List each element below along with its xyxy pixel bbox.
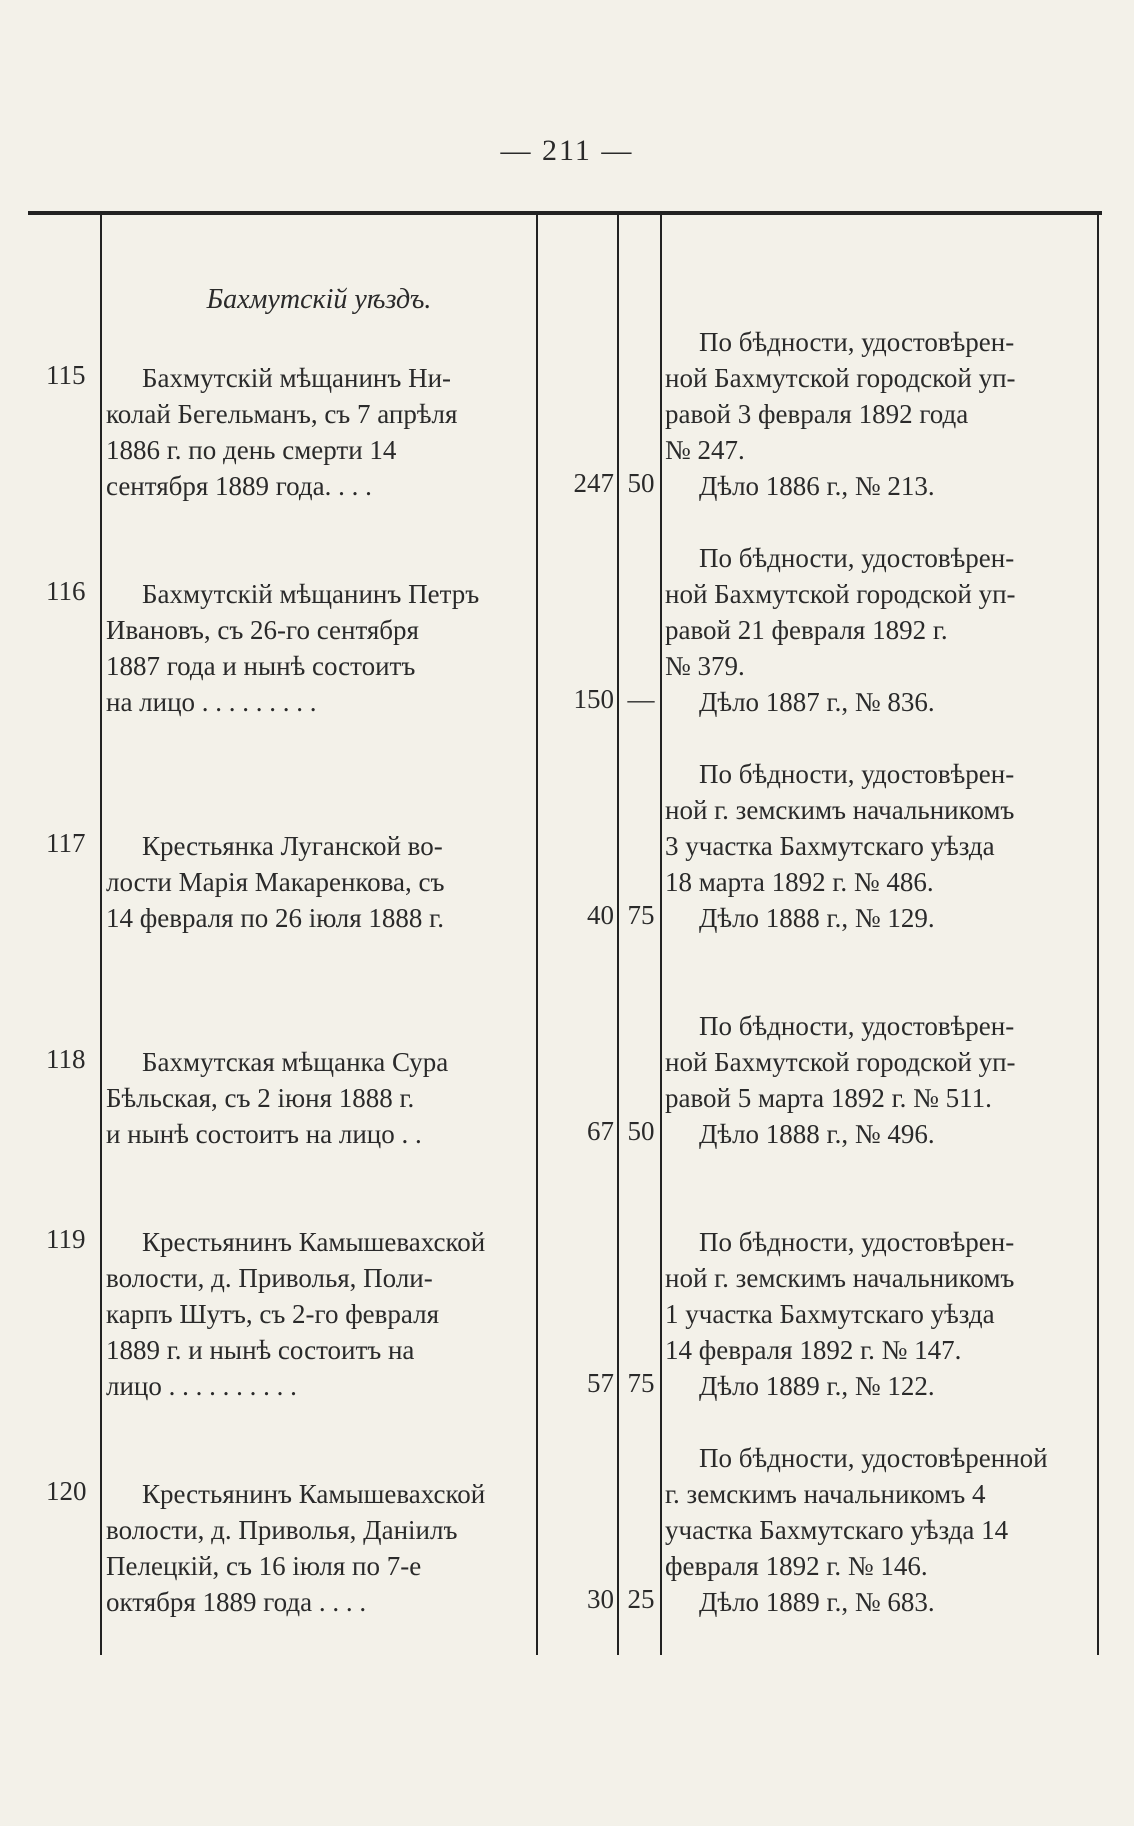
description-line: сентября 1889 года. . . . bbox=[106, 471, 372, 501]
note-line: ной Бахмутской городской уп- bbox=[665, 579, 1016, 609]
note-line: По бѣдности, удостовѣрен- bbox=[699, 327, 1015, 357]
note-line: 1 участка Бахмутскаго уѣзда bbox=[665, 1299, 995, 1329]
entry-note bbox=[665, 1008, 1095, 1152]
description-line: и нынѣ состоитъ на лицо . . bbox=[106, 1119, 422, 1149]
amount-rubles: 40 bbox=[587, 900, 614, 930]
description-line: Крестьянка Луганской во- bbox=[142, 831, 443, 861]
section-heading: Бахмутскій уѣздъ. bbox=[206, 284, 432, 315]
column-rule-right bbox=[1097, 215, 1099, 1655]
note-line: № 379. bbox=[665, 651, 745, 681]
entry-note bbox=[665, 1440, 1095, 1620]
description-line: Крестьянинъ Камышевахской bbox=[142, 1227, 486, 1257]
note-line: По бѣдности, удостовѣрен- bbox=[699, 1227, 1015, 1257]
description-line: Пелецкій, съ 16 іюля по 7-е bbox=[106, 1551, 422, 1581]
description-line: Крестьянинъ Камышевахской bbox=[142, 1479, 486, 1509]
note-line: участка Бахмутскаго уѣзда 14 bbox=[665, 1515, 1009, 1545]
entry-note bbox=[665, 324, 1095, 504]
entry-note bbox=[665, 1224, 1095, 1404]
entry-number: 116 bbox=[46, 576, 86, 606]
entry-note bbox=[665, 756, 1095, 936]
case-reference: Дѣло 1889 г., № 122. bbox=[699, 1371, 935, 1401]
note-line: По бѣдности, удостовѣрен- bbox=[699, 759, 1015, 789]
entry-number: 118 bbox=[46, 1044, 86, 1074]
note-line: г. земскимъ начальникомъ 4 bbox=[665, 1479, 986, 1509]
case-reference: Дѣло 1886 г., № 213. bbox=[699, 471, 935, 501]
amount-rubles: 30 bbox=[587, 1584, 614, 1614]
description-line: лости Марія Макаренкова, съ bbox=[106, 867, 445, 897]
amount-rubles: 150 bbox=[573, 684, 614, 714]
description-line: Ивановъ, съ 26-го сентября bbox=[106, 615, 419, 645]
description-line: Бахмутскій мѣщанинъ Петръ bbox=[142, 579, 480, 609]
column-rule-rubles bbox=[617, 215, 619, 1655]
column-rule-description bbox=[536, 215, 538, 1655]
description-line: 14 февраля по 26 іюля 1888 г. bbox=[106, 903, 444, 933]
note-line: равой 5 марта 1892 г. № 511. bbox=[665, 1083, 992, 1113]
entry-description bbox=[106, 1224, 532, 1404]
amount-rubles: 247 bbox=[573, 468, 614, 498]
description-line: 1886 г. по день смерти 14 bbox=[106, 435, 397, 465]
description-line: колай Бегельманъ, съ 7 апрѣля bbox=[106, 399, 458, 429]
entry-description bbox=[106, 576, 532, 720]
note-line: равой 21 февраля 1892 г. bbox=[665, 615, 948, 645]
case-reference: Дѣло 1888 г., № 129. bbox=[699, 903, 935, 933]
description-line: волости, д. Приволья, Поли- bbox=[106, 1263, 433, 1293]
note-line: ной Бахмутской городской уп- bbox=[665, 363, 1016, 393]
amount-kopecks: 75 bbox=[627, 1368, 655, 1398]
description-line: Бахмутская мѣщанка Сура bbox=[142, 1047, 449, 1077]
entry-number: 120 bbox=[46, 1476, 87, 1506]
description-line: волости, д. Приволья, Даніилъ bbox=[106, 1515, 458, 1545]
case-reference: Дѣло 1887 г., № 836. bbox=[699, 687, 935, 717]
note-line: ной г. земскимъ начальникомъ bbox=[665, 795, 1015, 825]
note-line: По бѣдности, удостовѣрен- bbox=[699, 543, 1015, 573]
description-line: 1889 г. и нынѣ состоитъ на bbox=[106, 1335, 415, 1365]
amount-kopecks: 75 bbox=[627, 900, 655, 930]
description-line: Бѣльская, съ 2 іюня 1888 г. bbox=[106, 1083, 415, 1113]
note-line: 3 участка Бахмутскаго уѣзда bbox=[665, 831, 995, 861]
entry-number: 115 bbox=[46, 360, 86, 390]
column-rule-kopecks bbox=[660, 215, 662, 1655]
amount-kopecks: 50 bbox=[627, 468, 655, 498]
description-line: карпъ Шутъ, съ 2-го февраля bbox=[106, 1299, 440, 1329]
note-line: равой 3 февраля 1892 года bbox=[665, 399, 969, 429]
description-line: октября 1889 года . . . . bbox=[106, 1587, 367, 1617]
page-number: — 211 — bbox=[500, 134, 634, 167]
note-line: 14 февраля 1892 г. № 147. bbox=[665, 1335, 962, 1365]
entry-number: 117 bbox=[46, 828, 86, 858]
note-line: № 247. bbox=[665, 435, 745, 465]
amount-kopecks: — bbox=[627, 684, 655, 714]
entry-number: 119 bbox=[46, 1224, 86, 1254]
column-rule-number bbox=[100, 215, 102, 1655]
case-reference: Дѣло 1888 г., № 496. bbox=[699, 1119, 935, 1149]
description-line: на лицо . . . . . . . . . bbox=[106, 687, 317, 717]
entry-description bbox=[106, 1476, 532, 1620]
description-line: 1887 года и нынѣ состоитъ bbox=[106, 651, 416, 681]
note-line: 18 марта 1892 г. № 486. bbox=[665, 867, 934, 897]
description-line: Бахмутскій мѣщанинъ Ни- bbox=[142, 363, 452, 393]
amount-rubles: 67 bbox=[587, 1116, 614, 1146]
top-rule bbox=[28, 211, 1102, 215]
case-reference: Дѣло 1889 г., № 683. bbox=[699, 1587, 935, 1617]
note-line: ной Бахмутской городской уп- bbox=[665, 1047, 1016, 1077]
amount-rubles: 57 bbox=[587, 1368, 614, 1398]
note-line: ной г. земскимъ начальникомъ bbox=[665, 1263, 1015, 1293]
amount-kopecks: 50 bbox=[627, 1116, 655, 1146]
note-line: По бѣдности, удостовѣрен- bbox=[699, 1011, 1015, 1041]
entry-description bbox=[106, 1044, 532, 1152]
entry-description bbox=[106, 828, 532, 936]
amount-kopecks: 25 bbox=[627, 1584, 655, 1614]
entry-note bbox=[665, 540, 1095, 720]
note-line: По бѣдности, удостовѣренной bbox=[699, 1443, 1048, 1473]
note-line: февраля 1892 г. № 146. bbox=[665, 1551, 928, 1581]
entry-description bbox=[106, 360, 532, 504]
description-line: лицо . . . . . . . . . . bbox=[106, 1371, 297, 1401]
